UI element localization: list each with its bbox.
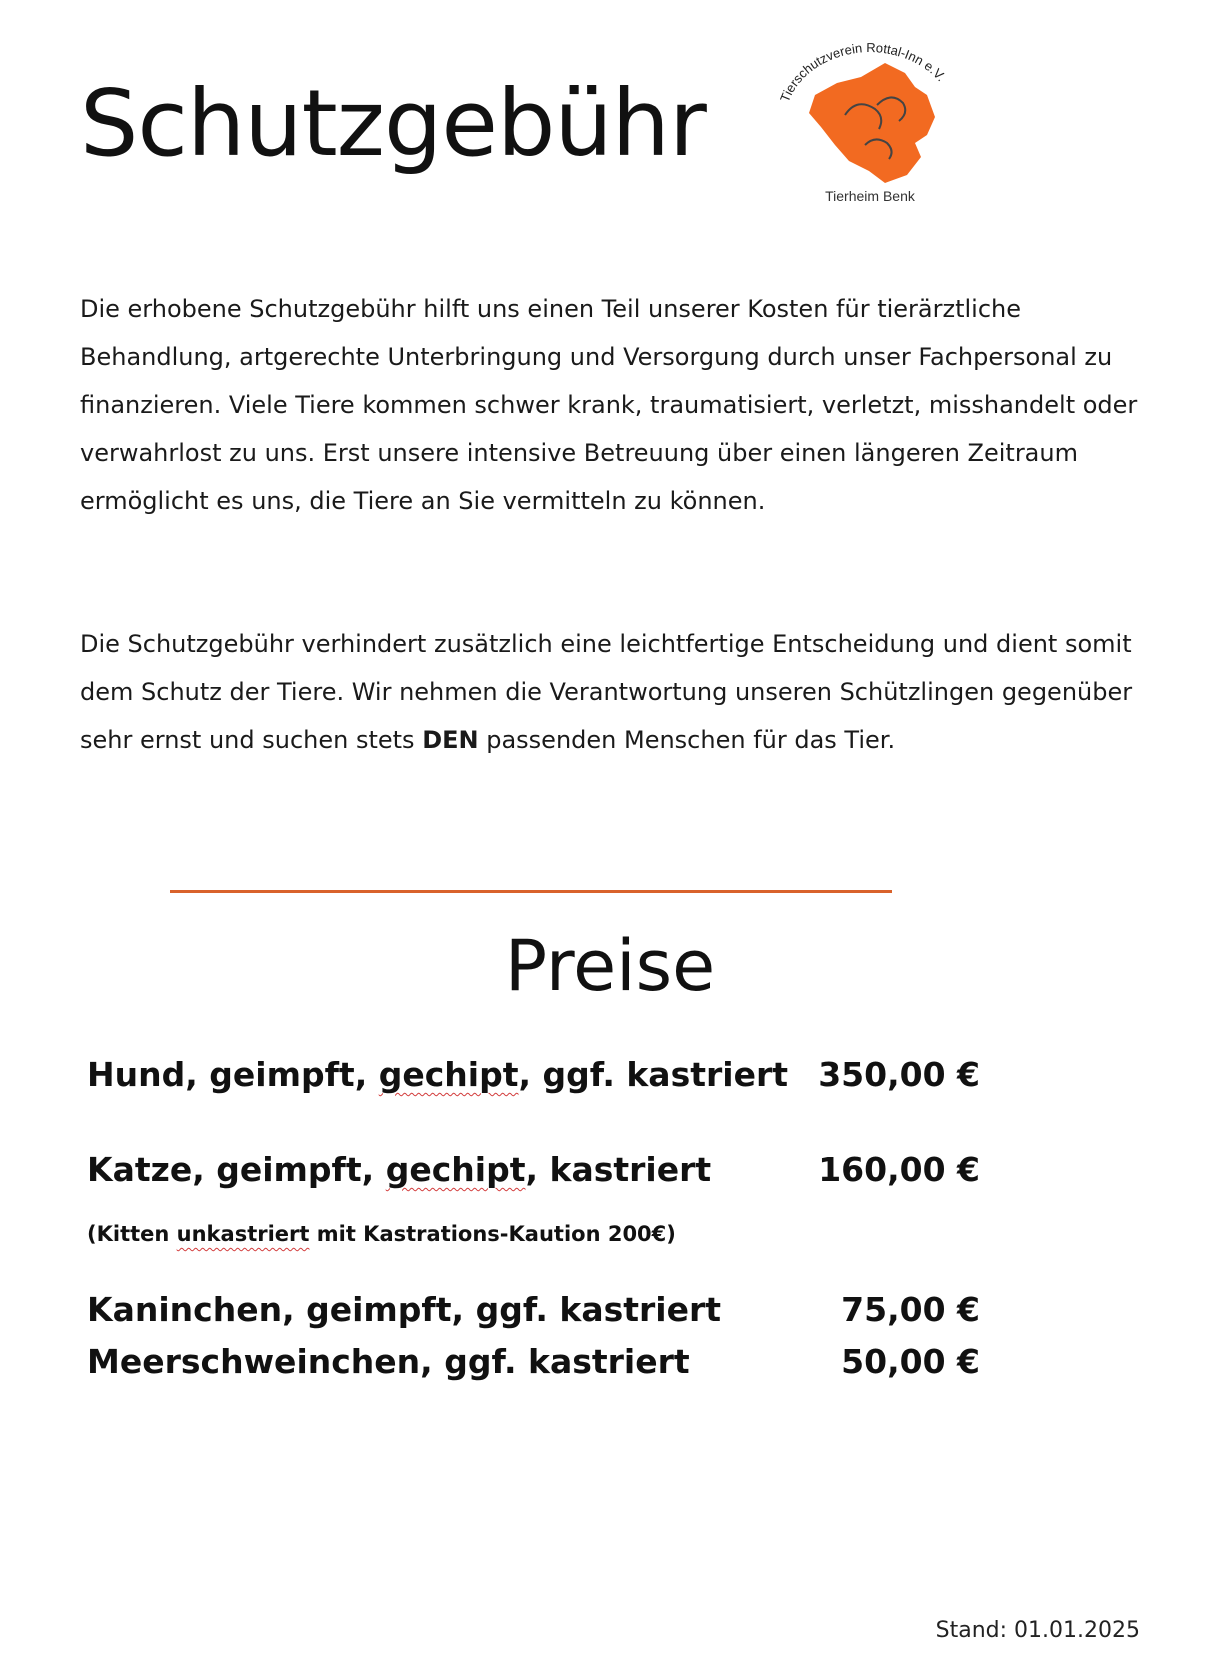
logo [765, 25, 975, 205]
intro-paragraph-2: Die Schutzgebühr verhindert zusätzlich eine leichtfertige Entscheidung und dient somit dem Schutz der Tiere. Wir nehmen die Verantwortung unseren Schützlingen gegenüber sehr ernst und suchen stets DEN passenden Menschen für das Tier. [80, 630, 1133, 754]
page-title: Schutzgebühr [80, 70, 706, 177]
prices-heading: Preise [504, 925, 716, 1007]
price-label: Hund, geimpft, gechipt, ggf. kastriert [87, 1055, 789, 1094]
price-value: 350,00 € [818, 1055, 980, 1094]
price-value: 75,00 € [841, 1290, 980, 1329]
price-value: 50,00 € [841, 1342, 980, 1381]
logo-graphic [765, 25, 975, 205]
price-value: 160,00 € [818, 1150, 980, 1189]
kitten-note: (Kitten unkastriert mit Kastrations-Kaution 200€) [87, 1222, 676, 1246]
emphasis-den: DEN [422, 726, 479, 754]
price-label: Kaninchen, geimpft, ggf. kastriert [87, 1290, 722, 1329]
price-label: Meerschweinchen, ggf. kastriert [87, 1342, 690, 1381]
intro-paragraph-1: Die erhobene Schutzgebühr hilft uns einen Teil unserer Kosten für tierärztliche Behandlung, artgerechte Unterbringung und Versorgung durch unser Fachpersonal zu finanzieren. Viele Tiere kommen schwer krank, traumatisiert, verletzt, misshandelt oder verwahrlost zu uns. Erst unsere intensive Betreuung über einen längeren Zeitraum ermöglicht es uns, die Tiere an Sie vermitteln zu können. [80, 295, 1138, 515]
district-map-shape [809, 63, 935, 183]
stand-date: Stand: 01.01.2025 [935, 1618, 1140, 1643]
logo-caption: Tierheim Benk [825, 188, 915, 204]
section-divider [170, 890, 892, 893]
logo-arc-text: Tierschutzverein Rottal-Inn e.V. [777, 40, 949, 105]
price-label: Katze, geimpft, gechipt, kastriert [87, 1150, 712, 1189]
